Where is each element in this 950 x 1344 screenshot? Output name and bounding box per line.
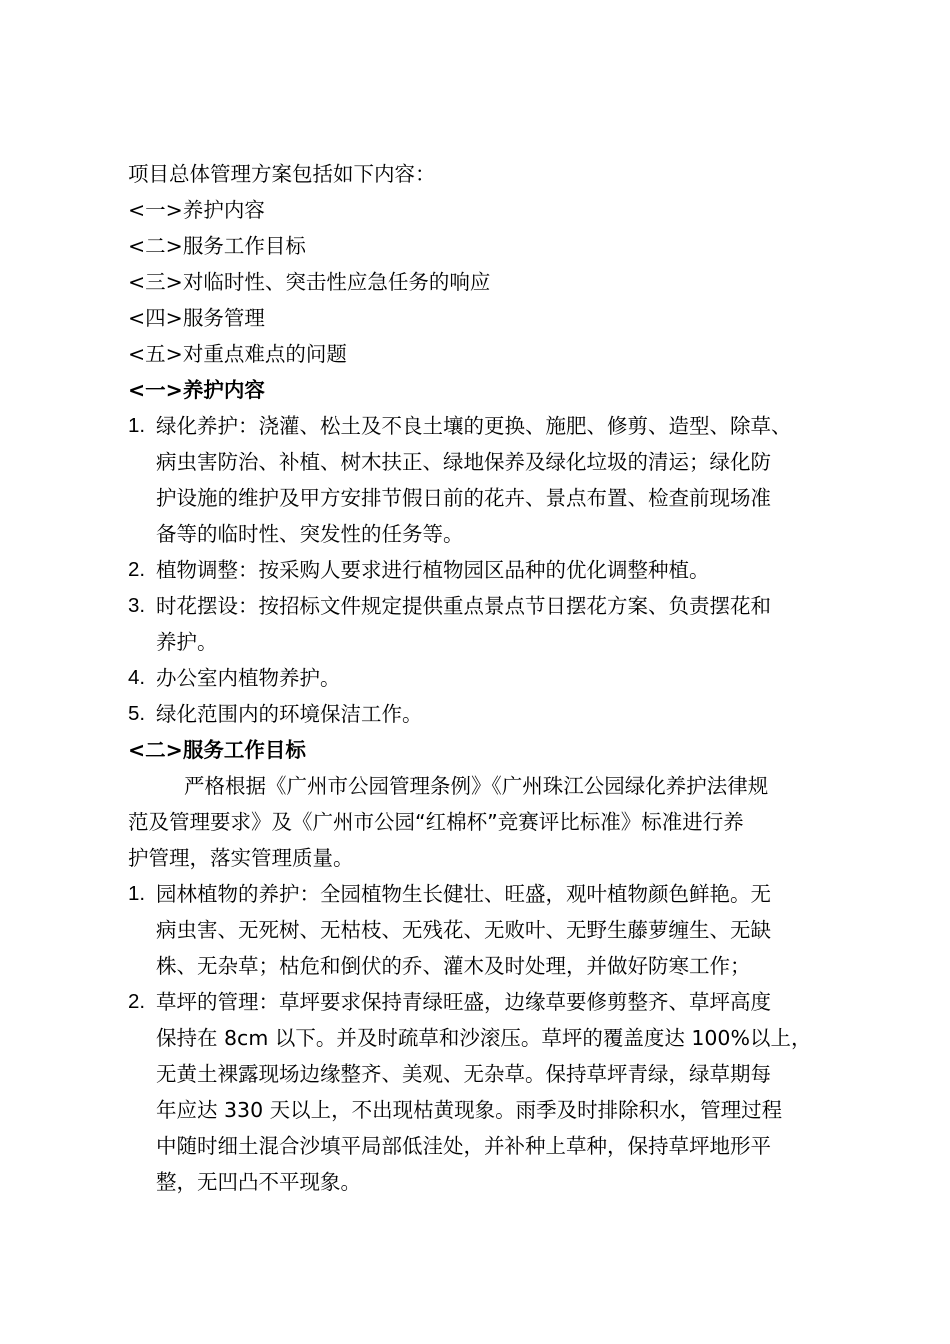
list-number: 1.	[128, 414, 146, 437]
toc-list	[128, 192, 888, 372]
section1-heading: <一>养护内容	[128, 378, 265, 402]
list-number: 1.	[128, 882, 146, 905]
list-item	[128, 660, 846, 696]
list-line: 办公室内植物养护。	[156, 666, 341, 690]
section2-paragraph	[128, 768, 888, 876]
list-line: 整，无凹凸不平现象。	[156, 1170, 361, 1194]
toc-item: <二>服务工作目标	[128, 234, 306, 258]
toc-item: <四>服务管理	[128, 306, 265, 330]
list-line: 护设施的维护及甲方安排节假日前的花卉、景点布置、检查前现场准	[156, 486, 771, 510]
list-number: 3.	[128, 594, 146, 617]
list-line: 植物调整：按采购人要求进行植物园区品种的优化调整种植。	[156, 558, 710, 582]
list-line: 养护。	[156, 630, 218, 654]
list-number: 2.	[128, 990, 146, 1013]
list-line: 年应达 330 天以上，不出现枯黄现象。雨季及时排除积水，管理过程	[156, 1098, 783, 1122]
list-line: 绿化范围内的环境保洁工作。	[156, 702, 423, 726]
paragraph-line: 严格根据《广州市公园管理条例》《广州珠江公园绿化养护法律规	[184, 774, 769, 798]
list-item	[128, 696, 846, 732]
list-number: 4.	[128, 666, 146, 689]
list-line: 保持在 8cm 以下。并及时疏草和沙滚压。草坪的覆盖度达 100%以上，	[156, 1026, 812, 1050]
section2-heading: <二>服务工作目标	[128, 738, 306, 762]
list-number: 2.	[128, 558, 146, 581]
toc-item: <三>对临时性、突击性应急任务的响应	[128, 270, 491, 294]
paragraph-line: 护管理，落实管理质量。	[128, 846, 354, 870]
list-line: 病虫害、无死树、无枯枝、无残花、无败叶、无野生藤萝缠生、无缺	[156, 918, 771, 942]
list-line: 备等的临时性、突发性的任务等。	[156, 522, 464, 546]
list-item	[128, 408, 846, 552]
list-line: 病虫害防治、补植、树木扶正、绿地保养及绿化垃圾的清运；绿化防	[156, 450, 771, 474]
list-item	[128, 984, 846, 1200]
list-item	[128, 552, 846, 588]
paragraph-line: 范及管理要求》及《广州市公园“红棉杯”竞赛评比标准》标准进行养	[128, 810, 744, 834]
list-line: 草坪的管理：草坪要求保持青绿旺盛，边缘草要修剪整齐、草坪高度	[156, 990, 771, 1014]
list-line: 无黄土裸露现场边缘整齐、美观、无杂草。保持草坪青绿，绿草期每	[156, 1062, 771, 1086]
list-number: 5.	[128, 702, 146, 725]
list-line: 园林植物的养护：全园植物生长健壮、旺盛，观叶植物颜色鲜艳。无	[156, 882, 771, 906]
list-line: 株、无杂草；枯危和倒伏的乔、灌木及时处理，并做好防寒工作；	[156, 954, 751, 978]
list-item	[128, 876, 846, 984]
toc-item: <一>养护内容	[128, 198, 265, 222]
list-line: 绿化养护：浇灌、松土及不良土壤的更换、施肥、修剪、造型、除草、	[156, 414, 792, 438]
list-item	[128, 588, 846, 660]
list-line: 中随时细土混合沙填平局部低洼处，并补种上草种，保持草坪地形平	[156, 1134, 771, 1158]
list-line: 时花摆设：按招标文件规定提供重点景点节日摆花方案、负责摆花和	[156, 594, 771, 618]
document-body	[128, 156, 888, 1200]
intro-text: 项目总体管理方案包括如下内容：	[128, 162, 436, 186]
toc-item: <五>对重点难点的问题	[128, 342, 347, 366]
